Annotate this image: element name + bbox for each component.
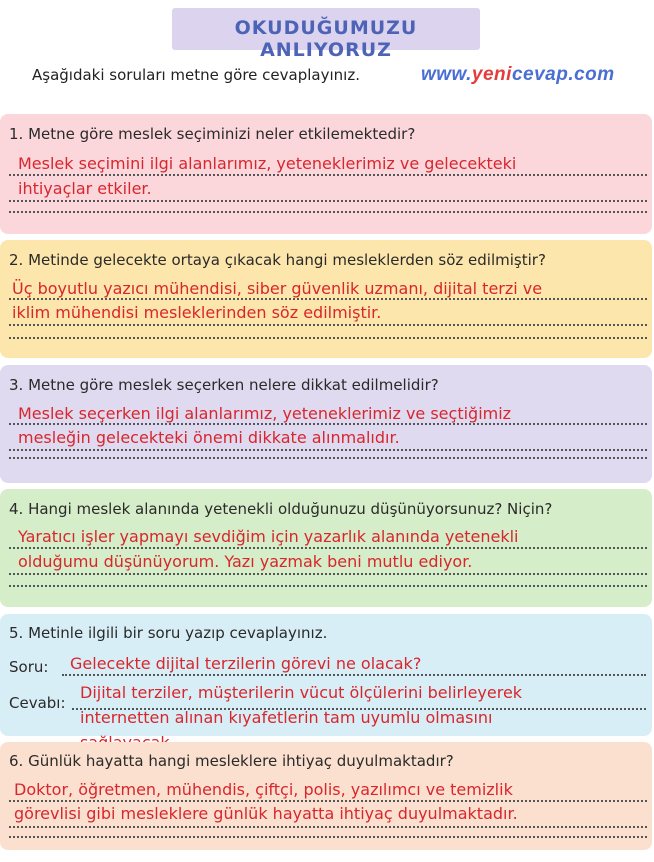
answer-text: ihtiyaçlar etkiler.: [18, 179, 152, 198]
question-text: 2. Metinde gelecekte ortaya çıkacak hangi mesleklerden söz edilmiştir?: [9, 251, 546, 269]
answer-text: iklim mühendisi mesleklerinden söz edilmiştir.: [12, 303, 382, 322]
site-prefix: www.: [421, 64, 472, 85]
page-title: OKUDUĞUMUZU ANLIYORUZ: [234, 17, 418, 61]
answer-text: Üç boyutlu yazıcı mühendisi, siber güvenlik uzmanı, dijital terzi ve: [12, 279, 543, 298]
soru-label: Soru:: [9, 658, 49, 676]
instruction-text: Aşağıdaki soruları metne göre cevaplayınız.: [32, 66, 360, 84]
title-banner: [172, 8, 480, 61]
answer-line: [9, 836, 647, 838]
answer-line: [9, 457, 647, 459]
question-box-1: [0, 114, 652, 234]
answer-text: Meslek seçimini ilgi alanlarımız, yeteneklerimiz ve gelecekteki: [18, 154, 517, 173]
question-text: 6. Günlük hayatta hangi mesleklere ihtiyaç duyulmaktadır?: [9, 752, 454, 770]
question-text: 1. Metne göre meslek seçiminizi neler etkilemektedir?: [9, 125, 416, 143]
answer-line: [9, 585, 647, 587]
cevap-label: Cevabı:: [9, 694, 66, 712]
answer-text: olduğumu düşünüyorum. Yazı yazmak beni mutlu ediyor.: [18, 552, 473, 571]
site-mid: yeni: [471, 64, 512, 85]
answer-text: Meslek seçerken ilgi alanlarımız, yeteneklerimiz ve seçtiğimiz: [18, 404, 512, 423]
question-box-3: [0, 365, 652, 483]
cevap-text: internetten alınan kıyafetlerin tam uyumlu olmasını: [80, 708, 493, 727]
answer-line: [9, 211, 647, 213]
answer-line: [9, 337, 647, 339]
site-watermark: [421, 64, 615, 86]
question-text: 4. Hangi meslek alanında yetenekli olduğunuzu düşünüyorsunuz? Niçin?: [9, 500, 553, 518]
answer-text: Doktor, öğretmen, mühendis, çiftçi, polis, yazılımcı ve temizlik: [14, 780, 513, 799]
question-text: 5. Metinle ilgili bir soru yazıp cevaplayınız.: [9, 624, 328, 642]
answer-text: mesleğin gelecekteki önemi dikkate alınmalıdır.: [18, 428, 400, 447]
question-box-5: [0, 614, 652, 736]
answer-line: [9, 826, 647, 828]
cevap-text: Dijital terziler, müşterilerin vücut ölçülerini belirleyerek: [80, 683, 523, 702]
answer-text: Yaratıcı işler yapmayı sevdiğim için yazarlık alanında yetenekli: [18, 527, 519, 546]
question-text: 3. Metne göre meslek seçerken nelere dikkat edilmelidir?: [9, 376, 439, 394]
question-box-2: [0, 240, 652, 358]
answer-text: görevlisi gibi mesleklere günlük hayatta ihtiyaç duyulmaktadır.: [14, 804, 518, 823]
question-box-6: [0, 742, 652, 850]
site-suffix: cevap.com: [511, 64, 615, 85]
question-box-4: [0, 489, 652, 607]
soru-text: Gelecekte dijital terzilerin görevi ne olacak?: [70, 654, 422, 673]
